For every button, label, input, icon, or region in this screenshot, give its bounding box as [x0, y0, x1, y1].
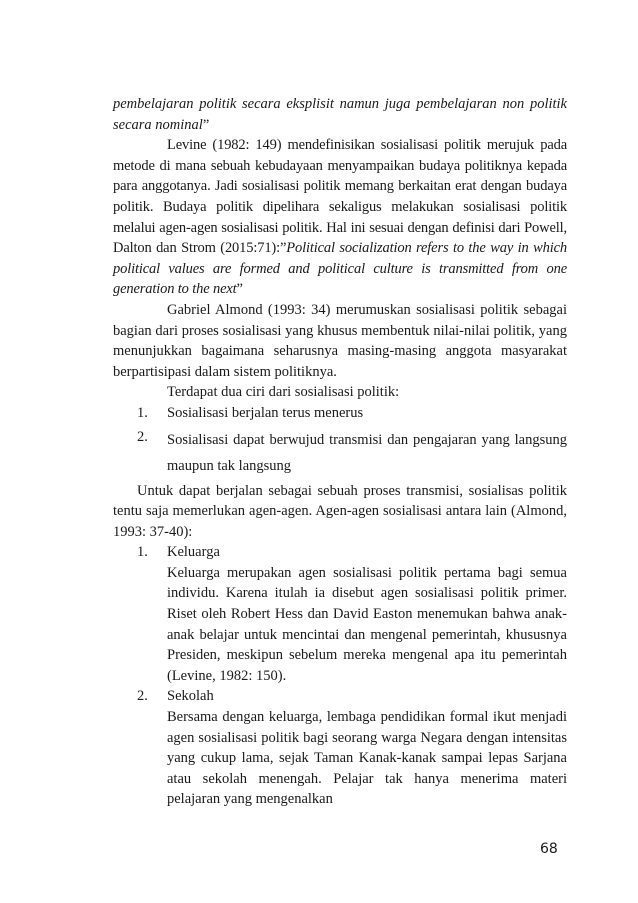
paragraph-almond: Gabriel Almond (1993: 34) merumuskan sosialisasi politik sebagai bagian dari proses sosialisasi yang khusus membentuk nilai-nilai politik, yang menunjukkan bagaimana seharusnya masing-masing anggota masyarakat berpartisipasi dalam sistem politiknya. — [113, 301, 567, 380]
list-item — [113, 403, 567, 424]
paragraph-levine — [113, 135, 567, 300]
paragraph-agen-intro: Untuk dapat berjalan sebagai sebuah proses transmisi, sosialisas politik tentu saja memerlukan agen-agen. Agen-agen sosialisasi antara lain (Almond, 1993: 37-40): — [113, 482, 567, 540]
list-item — [113, 427, 567, 479]
paragraph-ciri-intro: Terdapat dua ciri dari sosialisasi politik: — [167, 384, 400, 401]
italic-quote: Political socialization refers to the way in which political values are formed and political culture is transmitted from one generation to the next — [113, 240, 567, 298]
page-number: 68 — [540, 841, 558, 857]
list-item-text: Sosialisasi dapat berwujud transmisi dan pengajaran yang langsung maupun tak langsung — [167, 431, 567, 474]
closing-quote: ” — [236, 281, 243, 298]
list-number: 2. — [137, 428, 148, 445]
list-item — [113, 542, 567, 563]
paragraph-text: Levine (1982: 149) mendefinisikan sosialisasi politik merujuk pada metode di mana sebuah kebudayaan menyampaikan budaya politiknya kepada para anggotanya. Jadi sosialisasi politik memang berkaitan erat dengan budaya politik. Budaya politik dipelihara sekaligus melakukan sosialisasi politik melalui agen-agen sosialisasi politik. Hal ini sesuai dengan definisi dari Powell, Dalton dan Strom (2015:71):” — [113, 137, 567, 257]
list-number: 1. — [137, 404, 148, 421]
closing-quote: ” — [202, 116, 210, 133]
paragraph-continuation — [113, 94, 567, 135]
list-item-text: Keluarga merupakan agen sosialisasi politik pertama bagi semua individu. Karena itulah ia disebut agen sosialisasi politik primer. Riset oleh Robert Hess dan David Easton menemukan bahwa anak-anak belajar untuk mencintai dan mengenal pemerintah, khususnya Presiden, meskipun sebelum mereka mengenal apa itu pemerintah (Levine, 1982: 150). — [167, 564, 567, 684]
list-item-text: Sosialisasi berjalan terus menerus — [167, 404, 364, 421]
list-item-title: Sekolah — [167, 688, 214, 705]
list-number: 2. — [137, 688, 148, 705]
page-content — [113, 94, 567, 810]
italic-quote: pembelajaran politik secara eksplisit namun juga pembelajaran non politik secara nominal — [113, 96, 567, 133]
list-item — [113, 686, 567, 707]
list-number: 1. — [137, 544, 148, 561]
list-item-text: Bersama dengan keluarga, lembaga pendidikan formal ikut menjadi agen sosialisasi politik bagi seorang warga Negara dengan intensitas yang cukup lama, sejak Taman Kanak-kanak sampai lepas Sarjana atau sekolah menengah. Pelajar tak hanya menerima materi pelajaran yang mengenalkan — [167, 709, 567, 808]
list-item-title: Keluarga — [167, 544, 220, 561]
